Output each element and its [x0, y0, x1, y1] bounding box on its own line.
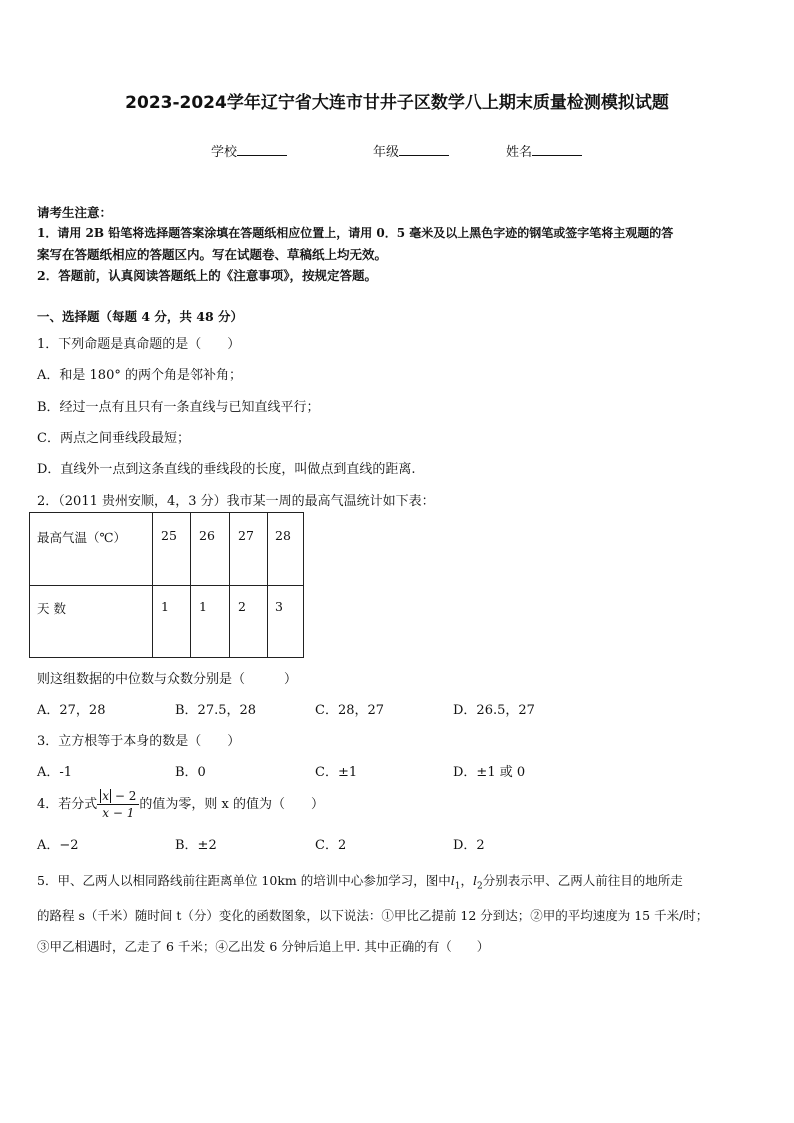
fraction-denominator: x − 1 [102, 806, 135, 820]
q5-line-1 [37, 871, 683, 892]
q4-option-c: C．2 [315, 838, 347, 853]
q3-option-c: C．±1 [315, 765, 358, 780]
fraction-numerator [97, 788, 139, 805]
q1-option-b: B．经过一点有且只有一条直线与已知直线平行； [37, 400, 320, 415]
fraction [97, 788, 139, 821]
temperature-table [29, 512, 304, 658]
q2-question: 则这组数据的中位数与众数分别是（ ） [37, 672, 298, 687]
notice-heading: 请考生注意： [37, 205, 113, 220]
l2-symbol: l [472, 873, 477, 888]
notice-line-1b: 案写在答题纸相应的答题区内。写在试题卷、草稿纸上均无效。 [37, 247, 388, 262]
notice-line-2: 2．答题前，认真阅读答题纸上的《注意事项》，按规定答题。 [37, 268, 377, 283]
q3-option-b: B．0 [175, 765, 206, 780]
q5-line-2: 的路程 s（千米）随时间 t（分）变化的函数图象，以下说法：①甲比乙提前 12 分到达；②甲的平均速度为 15 千米/时； [37, 908, 709, 923]
table-cell: 1 [153, 586, 191, 658]
q4-prefix: 4．若分式 [37, 797, 98, 812]
abs-x: x [102, 789, 110, 803]
name-field [506, 141, 582, 160]
table-cell: 3 [268, 586, 304, 658]
q4-option-d: D．2 [453, 838, 485, 853]
q3-option-a: A．-1 [37, 765, 73, 780]
q5-line-3: ③甲乙相遇时，乙走了 6 千米；④乙出发 6 分钟后追上甲. 其中正确的有（ ） [37, 939, 490, 954]
grade-field [373, 141, 449, 160]
q3-option-d: D．±1 或 0 [453, 765, 526, 780]
l2-subscript: 2 [476, 881, 483, 892]
page-title: 2023-2024学年辽宁省大连市甘井子区数学八上期末质量检测模拟试题 [125, 93, 669, 113]
q4-suffix: 的值为零，则 x 的值为（ ） [139, 797, 324, 812]
table-cell-label: 天 数 [30, 586, 153, 658]
table-cell: 25 [153, 513, 191, 586]
table-row [30, 513, 304, 586]
table-cell: 28 [268, 513, 304, 586]
table-cell: 2 [230, 586, 268, 658]
table-cell-label: 最高气温（℃） [30, 513, 153, 586]
q1-option-a: A．和是 180° 的两个角是邻补角； [37, 368, 242, 383]
q5-sep: ， [460, 873, 473, 888]
section-heading: 一、选择题（每题 4 分，共 48 分） [37, 309, 244, 324]
q1-option-d: D．直线外一点到这条直线的垂线段的长度，叫做点到直线的距离. [37, 462, 416, 477]
table-cell: 1 [191, 586, 230, 658]
q4-option-b: B．±2 [175, 838, 217, 853]
l1-symbol: l [450, 873, 455, 888]
q3-stem: 3．立方根等于本身的数是（ ） [37, 734, 241, 749]
q1-stem: 1．下列命题是真命题的是（ ） [37, 337, 241, 352]
q2-option-d: D．26.5，27 [453, 703, 535, 718]
notice-line-1a: 1．请用 2B 铅笔将选择题答案涂填在答题纸相应位置上，请用 0．5 毫米及以上黑色字迹的钢笔或签字笔将主观题的答 [37, 226, 674, 240]
q2-option-a: A．27，28 [37, 703, 106, 718]
school-label: 学校 [211, 145, 238, 160]
name-label: 姓名 [506, 145, 533, 160]
q5-line1-pre: 5．甲、乙两人以相同路线前往距离单位 10km 的培训中心参加学习，图中 [37, 873, 451, 888]
q2-option-b: B．27.5，28 [175, 703, 257, 718]
name-blank[interactable] [532, 142, 582, 156]
q2-stem: 2．（2011 贵州安顺，4，3 分）我市某一周的最高气温统计如下表： [37, 494, 435, 509]
q2-option-c: C．28，27 [315, 703, 385, 718]
q4-stem [37, 788, 324, 821]
table-cell: 27 [230, 513, 268, 586]
numerator-rest: − 2 [111, 789, 137, 803]
table-row [30, 586, 304, 658]
grade-label: 年级 [373, 145, 400, 160]
school-blank[interactable] [237, 142, 287, 156]
l1-subscript: 1 [454, 881, 461, 892]
q1-option-c: C．两点之间垂线段最短； [37, 431, 190, 446]
q4-option-a: A．−2 [37, 838, 79, 853]
q5-line1-post: 分别表示甲、乙两人前往目的地所走 [482, 873, 683, 888]
table-cell: 26 [191, 513, 230, 586]
grade-blank[interactable] [399, 142, 449, 156]
school-field [211, 141, 287, 160]
